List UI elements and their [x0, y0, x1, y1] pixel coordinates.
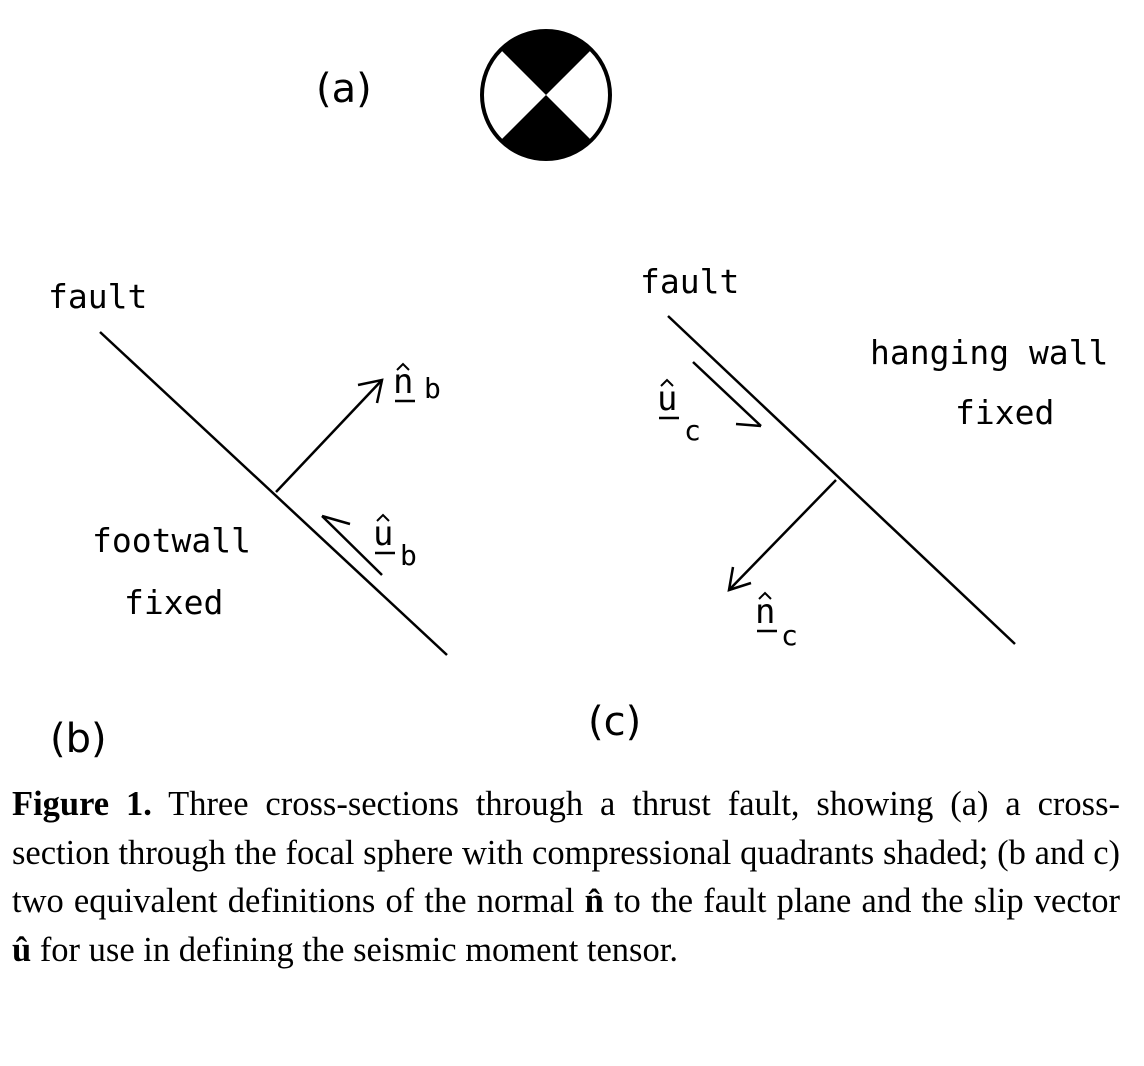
panel-b-wall-label-1: footwall [92, 521, 251, 560]
panel-b-label: (b) [50, 716, 107, 760]
panel-c-normal-subscript: c [781, 619, 798, 652]
panel-a-label: (a) [316, 66, 372, 112]
panel-c-slip-subscript: c [684, 414, 701, 447]
figure-caption [12, 780, 1120, 974]
caption-text-1: Three cross-sections through a thrust fault, showing (a) a cross-section through the focal sphere with compressional quadrants shaded; (b and c) two equivalent definitions of the normal [12, 785, 1120, 920]
panel-c-fault-label: fault [640, 262, 740, 301]
focal-sphere-beachball [482, 31, 610, 159]
panel-b-normal-label: n [393, 362, 414, 402]
panel-c-normal-label: n [755, 592, 776, 632]
panel-b-fault-label: fault [48, 277, 148, 316]
panel-c-slip-label: u [657, 379, 678, 419]
caption-figure-number: Figure 1. [12, 785, 152, 823]
panel-c-normal-arrow [729, 480, 836, 590]
caption-n-hat: n̂ [584, 882, 604, 920]
caption-text-2: to the fault plane and the slip vector [603, 882, 1120, 920]
panel-b-normal-subscript: b [424, 372, 441, 405]
panel-c-wall-label-2: fixed [955, 393, 1055, 432]
panel-c-label: (c) [588, 699, 642, 745]
panel-b-slip-subscript: b [400, 539, 417, 572]
vector-underlines [375, 401, 777, 631]
panel-b-slip-label: u [373, 514, 394, 554]
caption-u-hat: û [12, 930, 32, 969]
caption-text-3: for use in defining the seismic moment tensor. [31, 930, 678, 969]
panel-b-normal-arrow [276, 380, 382, 492]
panel-c-wall-label-1: hanging wall [870, 333, 1109, 372]
panel-b-wall-label-2: fixed [124, 583, 224, 622]
